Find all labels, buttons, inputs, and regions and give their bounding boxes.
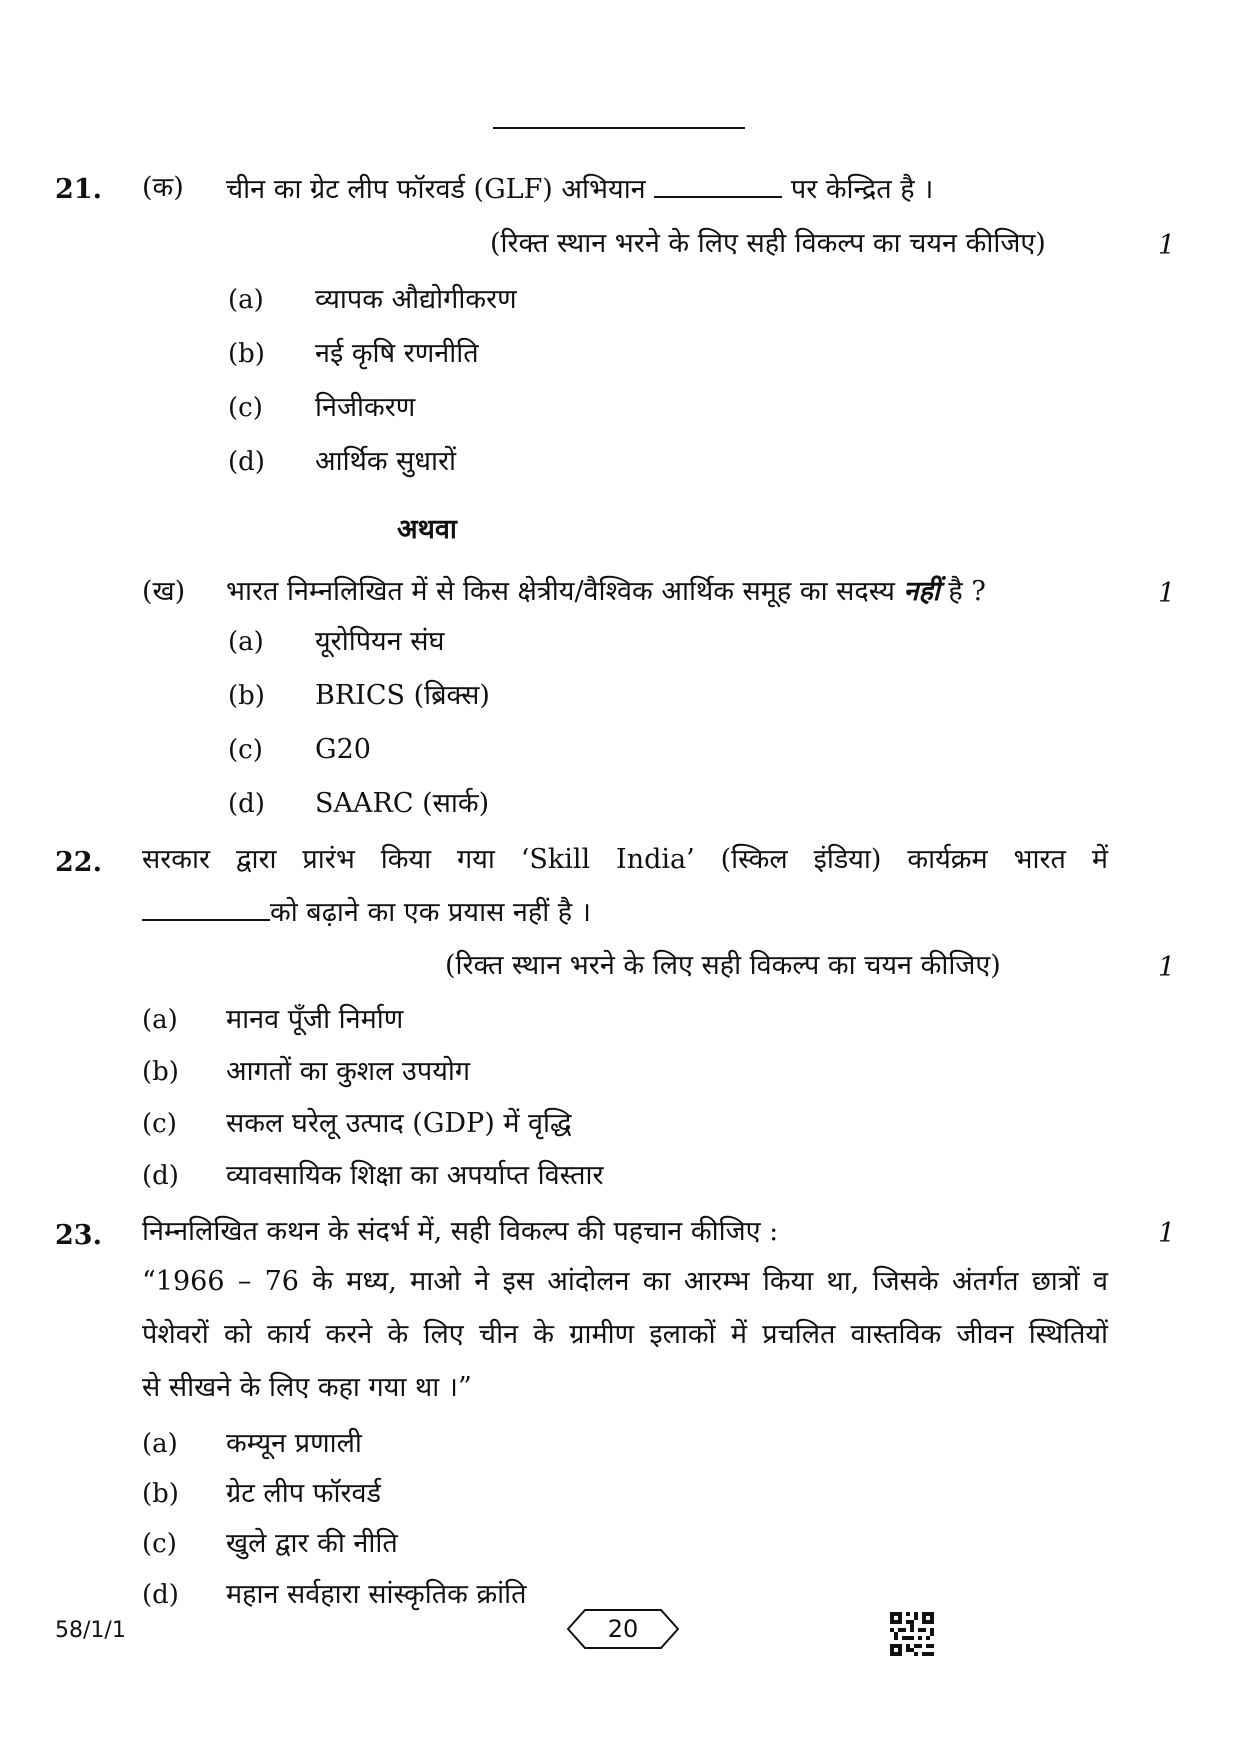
option-label: (a) [228,285,264,315]
option-text: SAARC (सार्क) [315,788,490,819]
option-text: G20 [315,734,371,765]
instruction: (रिक्त स्थान भरने के लिए सही विकल्प का चयन कीजिए) [445,950,1001,981]
option-text: व्यावसायिक शिक्षा का अपर्याप्त विस्तार [226,1160,604,1191]
option-text: निजीकरण [315,392,416,423]
option-text: कम्यून प्रणाली [226,1428,362,1459]
question-text-post: है ? [948,576,986,607]
option-label: (a) [142,1429,178,1459]
question-text: निम्नलिखित कथन के संदर्भ में, सही विकल्प की पहचान कीजिए : [142,1216,779,1247]
option-label: (d) [142,1580,179,1610]
option-label: (a) [228,627,264,657]
page-number-badge [567,1609,679,1649]
question-number: 22. [55,847,102,878]
part-label: (ख) [142,576,186,607]
option-label: (c) [228,735,263,765]
emphasis-not: नहीं [903,576,940,607]
option-text: आगतों का कुशल उपयोग [226,1056,471,1087]
question-text [226,170,933,208]
option-text: व्यापक औद्योगीकरण [315,284,517,315]
option-text: महान सर्वहारा सांस्कृतिक क्रांति [226,1579,527,1610]
quote-line: से सीखने के लिए कहा गया था ।” [142,1372,472,1403]
quote-line: पेशेवरों को कार्य करने के लिए चीन के ग्रामीण इलाकों में प्रचलित वास्तविक जीवन स्थितियों [142,1319,1108,1350]
question-text-line1: सरकार द्वारा प्रारंभ किया गया ‘Skill India’ (स्किल इंडिया) कार्यक्रम भारत में [142,844,1108,875]
fill-blank [654,170,782,198]
page-number: 20 [607,1615,639,1643]
option-label: (c) [142,1109,177,1139]
part-label: (क) [142,172,184,203]
option-label: (d) [142,1161,179,1191]
fill-blank [142,893,270,921]
question-text [226,574,986,610]
option-text: मानव पूँजी निर्माण [226,1004,404,1035]
option-label: (c) [228,393,263,423]
question-text-pre: भारत निम्नलिखित में से किस क्षेत्रीय/वैश्विक आर्थिक समूह का सदस्य [226,576,895,607]
question-text-line2 [142,893,591,931]
top-rule [493,127,745,129]
paper-code: 58/1/1 [55,1618,126,1643]
marks: 1 [1158,578,1176,609]
qr-code-icon [890,1612,934,1656]
question-number: 21. [55,174,102,205]
option-text: आर्थिक सुधारों [315,446,457,477]
option-label: (b) [142,1479,179,1509]
option-label: (b) [228,681,265,711]
option-text: यूरोपियन संघ [315,626,445,657]
option-label: (c) [142,1529,177,1559]
marks: 1 [1158,1218,1176,1249]
quote-line: “1966 – 76 के मध्य, माओ ने इस आंदोलन का आरम्भ किया था, जिसके अंतर्गत छात्रों व [142,1266,1108,1297]
option-text: नई कृषि रणनीति [315,338,479,369]
instruction: (रिक्त स्थान भरने के लिए सही विकल्प का चयन कीजिए) [490,228,1046,259]
option-text: खुले द्वार की नीति [226,1528,398,1559]
option-text: BRICS (ब्रिक्स) [315,680,490,711]
option-text: सकल घरेलू उत्पाद (GDP) में वृद्धि [226,1108,572,1139]
option-label: (d) [228,447,265,477]
marks: 1 [1158,230,1176,261]
marks: 1 [1158,952,1176,983]
option-label: (b) [142,1057,179,1087]
option-label: (d) [228,789,265,819]
option-label: (a) [142,1005,178,1035]
or-divider: अथवा [397,514,457,545]
option-text: ग्रेट लीप फॉरवर्ड [226,1478,381,1509]
question-text-post: पर केन्द्रित है । [790,174,934,205]
question-number: 23. [55,1220,102,1251]
question-text-post: को बढ़ाने का एक प्रयास नहीं है । [270,897,591,928]
option-label: (b) [228,339,265,369]
question-text-pre: चीन का ग्रेट लीप फॉरवर्ड (GLF) अभियान [226,174,646,205]
